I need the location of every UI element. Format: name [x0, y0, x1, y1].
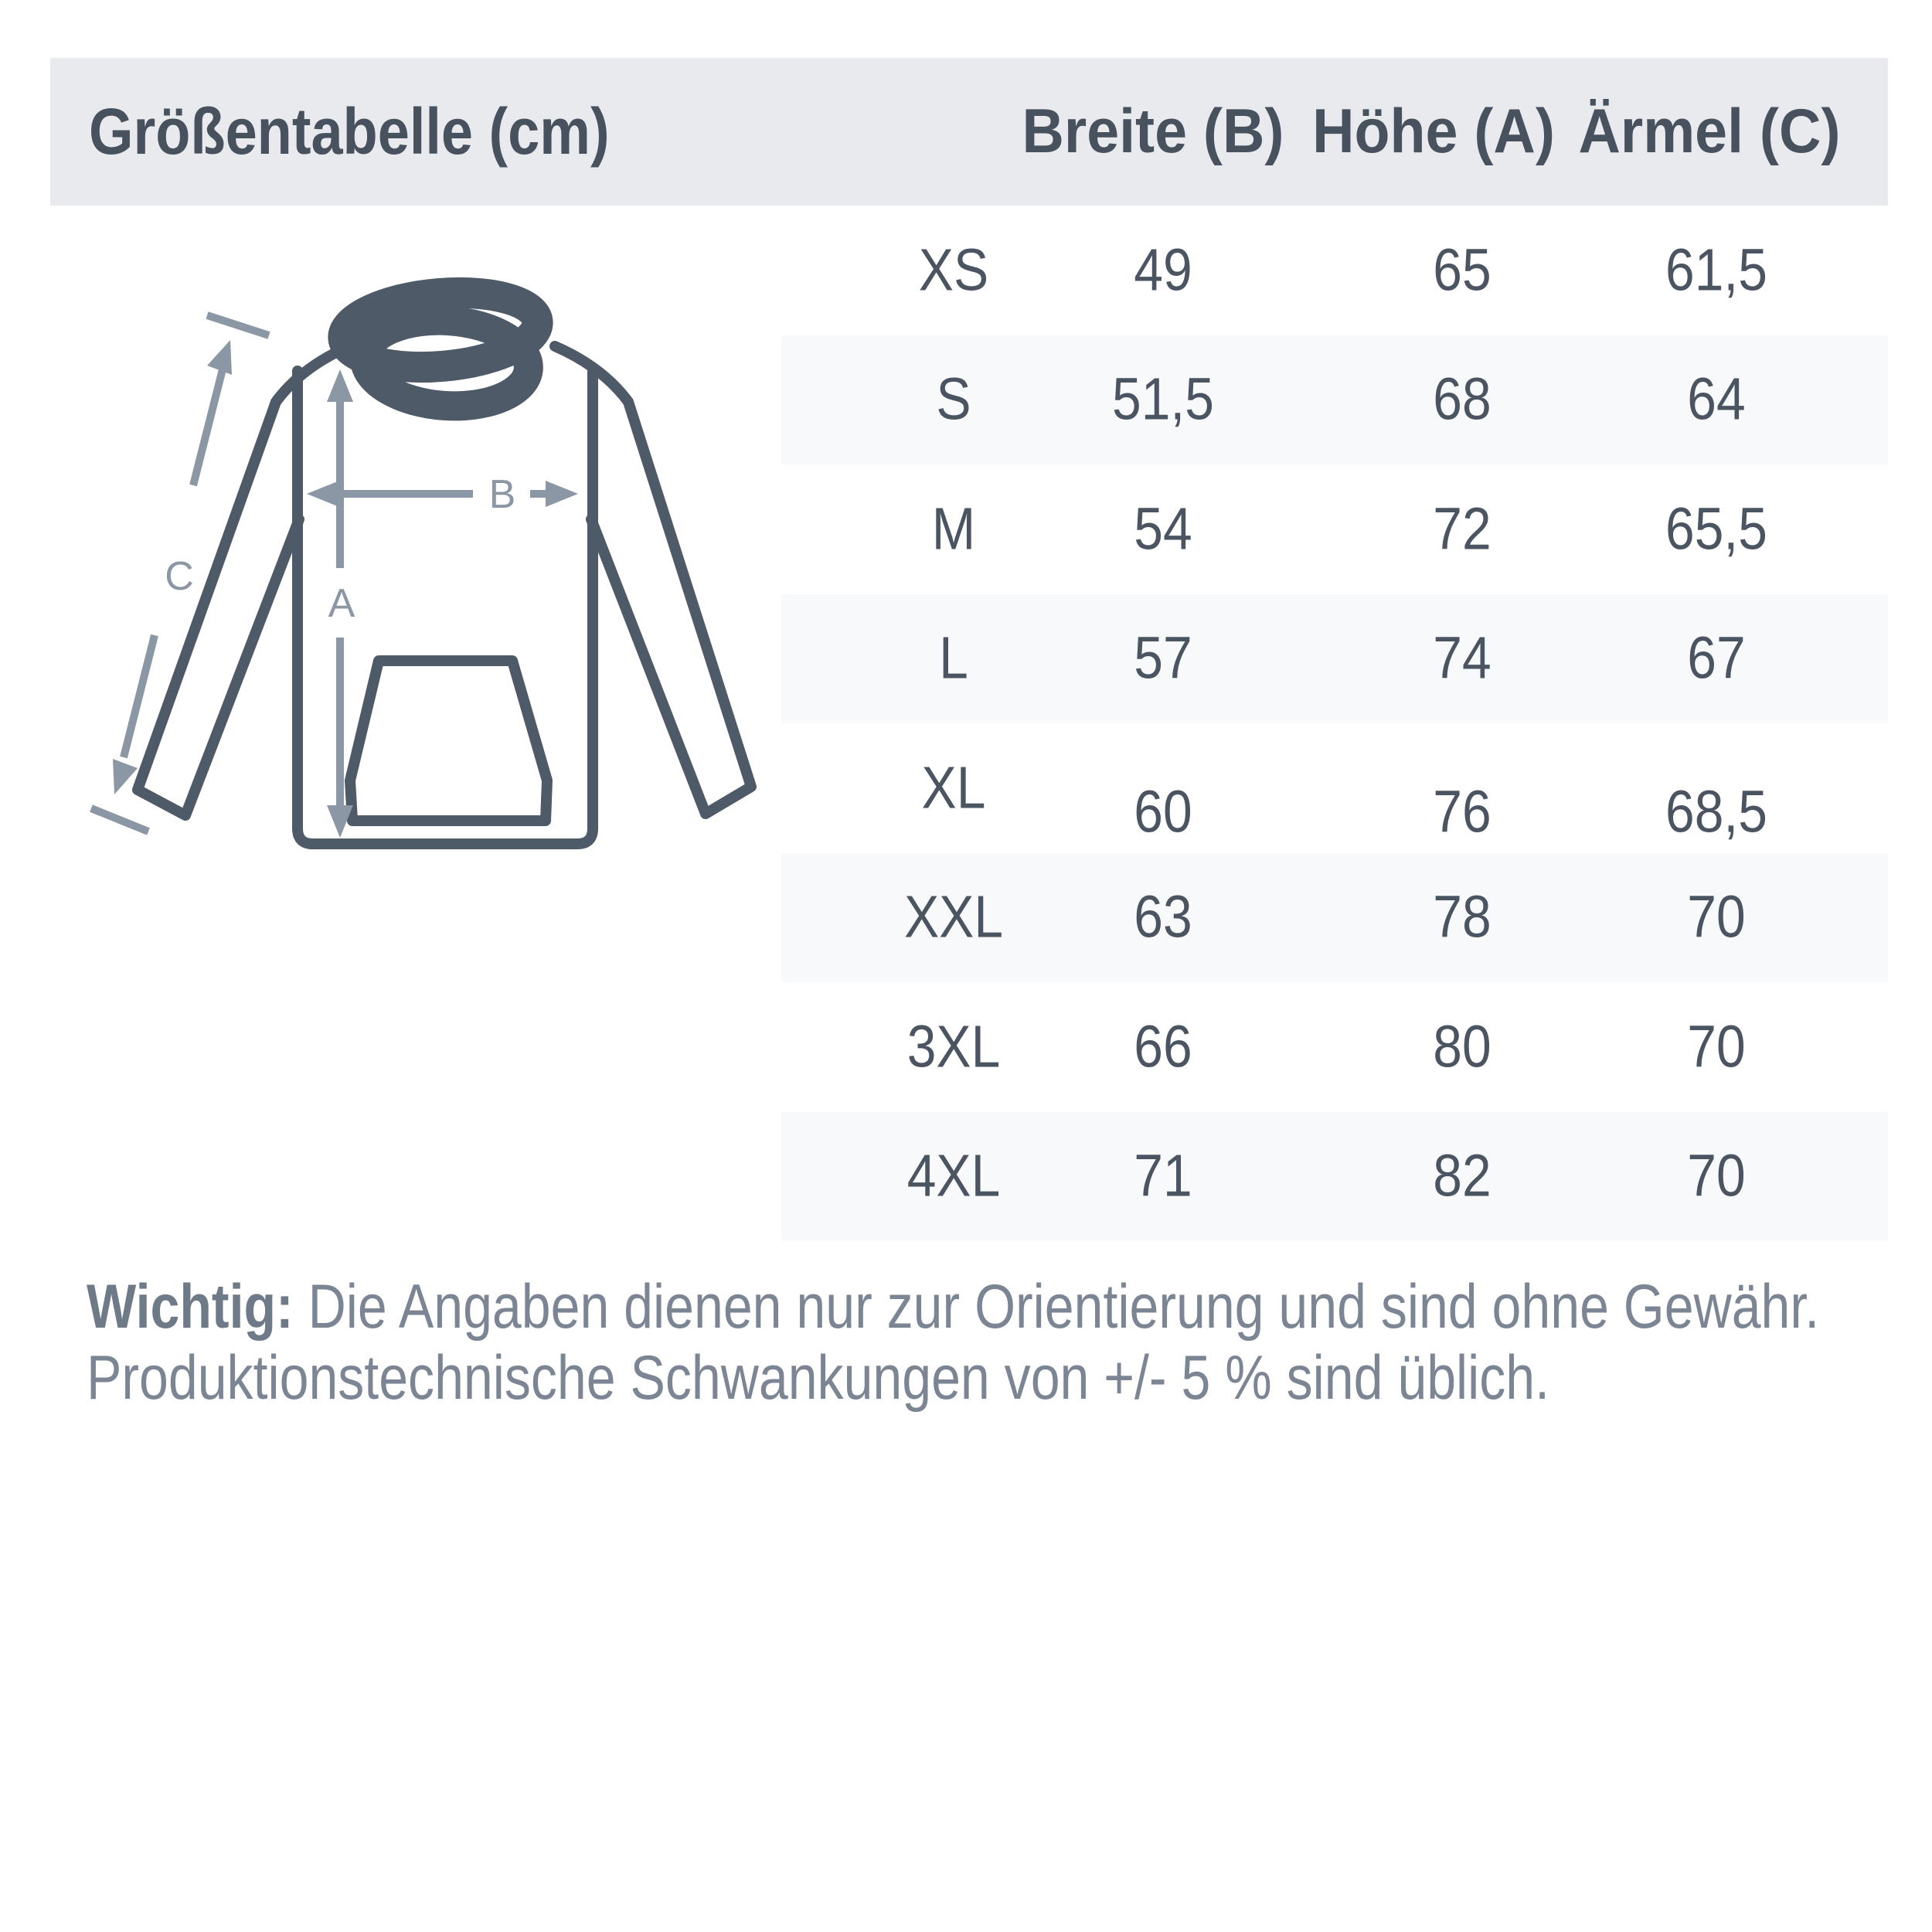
- hoehe-cell: 72: [1432, 495, 1492, 563]
- footnote-important-label: Wichtig:: [87, 1272, 294, 1342]
- hoodie-illustration: [43, 205, 823, 893]
- hoehe-cell: 65: [1432, 236, 1492, 304]
- aermel-cell: 70: [1687, 1013, 1746, 1080]
- hoehe-cell: 78: [1432, 883, 1492, 951]
- aermel-cell: 67: [1687, 624, 1746, 692]
- table-header-band: [50, 58, 1888, 206]
- table-row-s: [781, 335, 1888, 465]
- column-header-breite: Breite (B): [1022, 97, 1284, 166]
- breite-cell: 66: [1134, 1013, 1192, 1080]
- hoodie-measurement-diagram: [43, 205, 823, 893]
- table-row-xxl: [781, 853, 1888, 983]
- size-cell: M: [932, 495, 976, 563]
- hoodie-outline: [138, 346, 751, 844]
- column-header-hoehe: Höhe (A): [1312, 97, 1555, 166]
- size-cell: 4XL: [907, 1142, 1001, 1209]
- breite-cell: 60: [1134, 778, 1192, 845]
- table-row-4xl: [781, 1112, 1888, 1242]
- hoehe-cell: 76: [1432, 778, 1492, 845]
- size-cell: XS: [919, 236, 989, 304]
- arrowhead-right-icon: [546, 481, 578, 507]
- aermel-cell: 68,5: [1665, 778, 1767, 845]
- table-row-m: [781, 464, 1888, 594]
- arrowhead-left-icon: [307, 481, 339, 507]
- aermel-cell: 70: [1687, 1142, 1746, 1209]
- width-label: B: [488, 472, 516, 517]
- breite-cell: 57: [1134, 624, 1192, 692]
- hoehe-cell: 82: [1432, 1142, 1492, 1209]
- height-label: A: [328, 581, 355, 626]
- hoehe-cell: 74: [1432, 624, 1492, 692]
- hoehe-cell: 80: [1432, 1013, 1492, 1080]
- table-row-l: [781, 594, 1888, 724]
- size-cell: XXL: [904, 883, 1004, 951]
- footnote-line-1: [87, 1271, 1820, 1342]
- breite-cell: 49: [1134, 236, 1192, 304]
- size-cell: L: [939, 624, 969, 692]
- hood-icon: [340, 285, 540, 411]
- arrowhead-up-icon: [327, 369, 353, 402]
- sleeve-label: C: [165, 554, 194, 599]
- aermel-cell: 61,5: [1665, 236, 1767, 304]
- table-row-xs: [781, 206, 1888, 335]
- footnote: [87, 1271, 1864, 1413]
- aermel-cell: 64: [1687, 366, 1746, 433]
- breite-cell: 71: [1134, 1142, 1192, 1209]
- size-cell: S: [936, 366, 971, 433]
- page-title: [89, 58, 680, 206]
- size-cell: XL: [921, 754, 986, 821]
- hoehe-cell: 68: [1432, 366, 1492, 433]
- size-cell: 3XL: [907, 1013, 1001, 1080]
- breite-cell: 54: [1134, 495, 1192, 563]
- page-title-text: Größentabelle (cm): [89, 95, 610, 168]
- footnote-line-1-text: Die Angaben dienen nur zur Orientierung und sind ohne Gewähr.: [293, 1272, 1820, 1342]
- column-header-aermel: Ärmel (C): [1578, 97, 1841, 166]
- size-table: [781, 206, 1888, 1241]
- table-row-xl: [781, 723, 1888, 853]
- breite-cell: 63: [1134, 883, 1192, 951]
- arrowhead-upright-icon: [207, 340, 232, 375]
- aermel-cell: 65,5: [1665, 495, 1767, 563]
- aermel-cell: 70: [1687, 883, 1746, 951]
- table-row-3xl: [781, 982, 1888, 1112]
- footnote-line-2: Produktionstechnische Schwankungen von +/- 5 % sind üblich.: [87, 1343, 1550, 1413]
- breite-cell: 51,5: [1112, 366, 1214, 433]
